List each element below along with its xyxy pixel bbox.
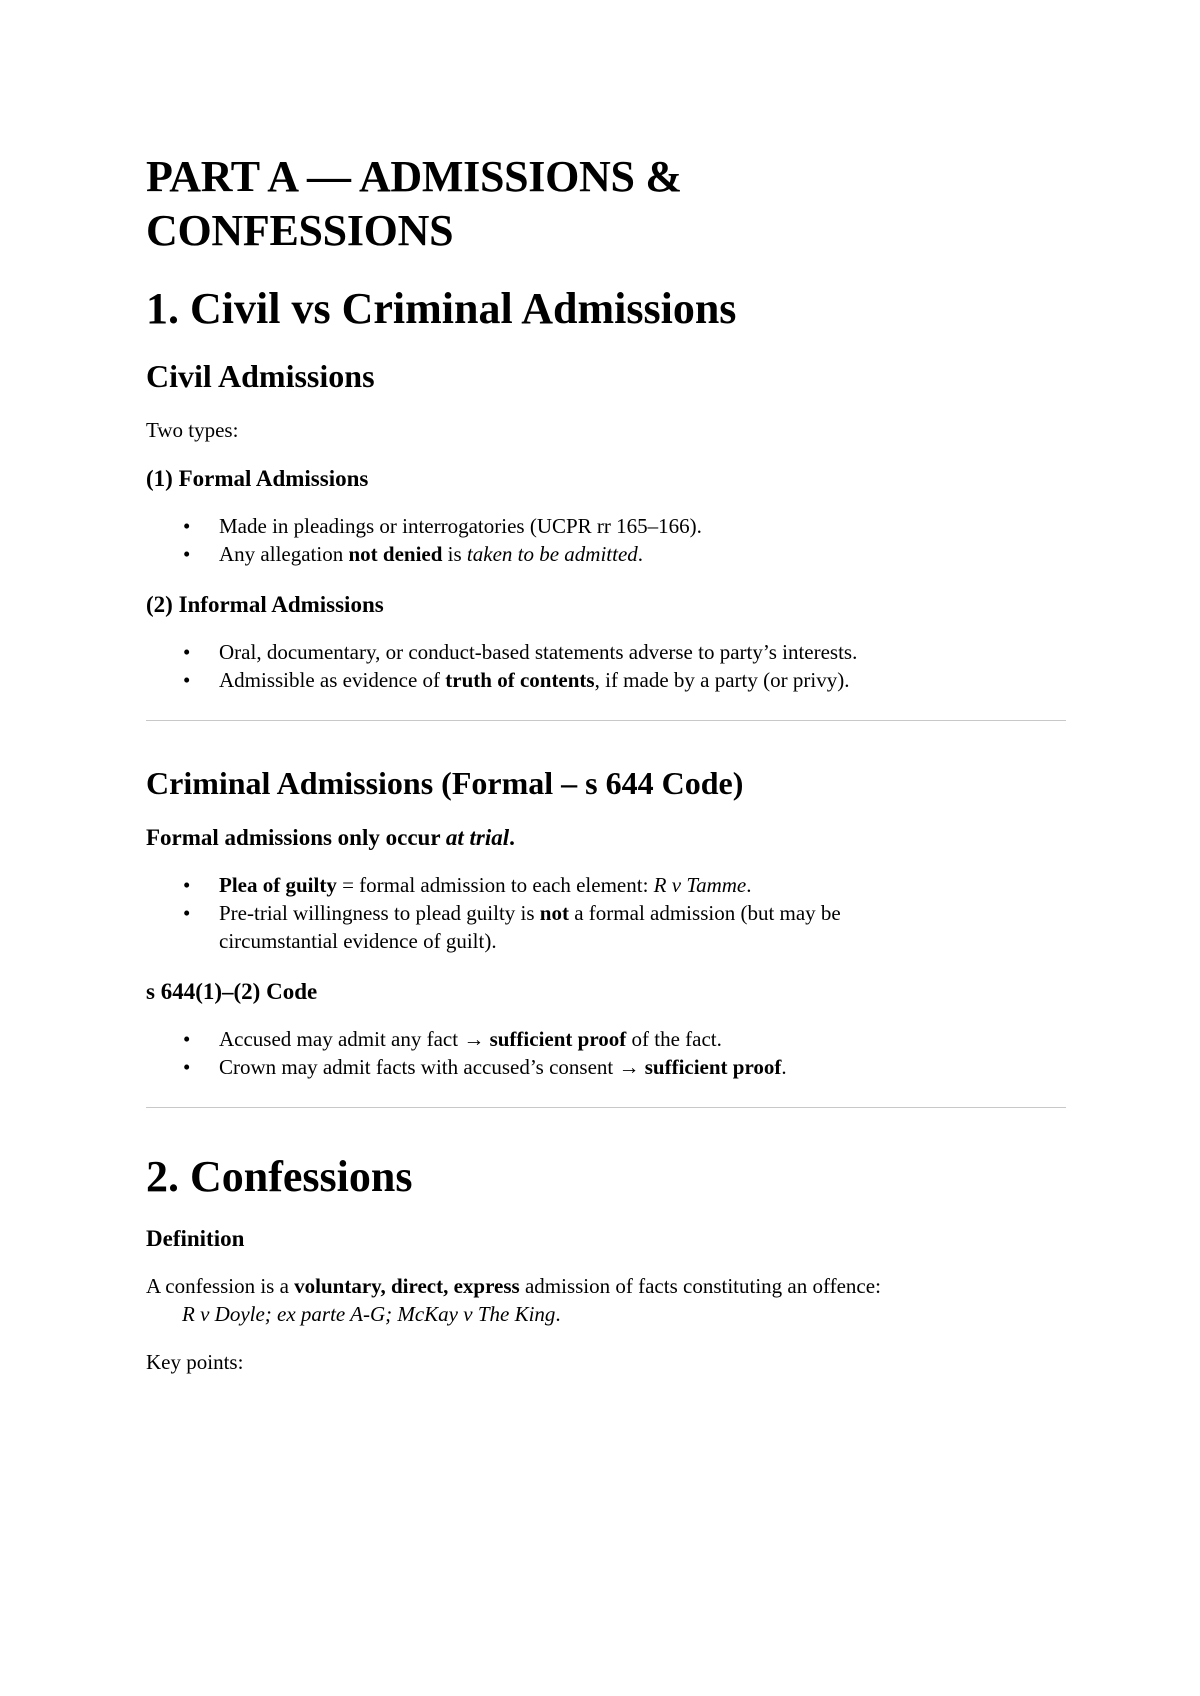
list-item-text: a formal admission (but may be (568, 901, 841, 925)
formal-admissions-heading: (1) Formal Admissions (146, 466, 369, 491)
case-name: R v Tamme (653, 873, 747, 897)
case-name: R v Doyle; ex parte A-G; McKay v The King (182, 1302, 556, 1326)
bullet-icon: • (183, 514, 191, 538)
list-item-text: of the fact. (626, 1027, 722, 1051)
bullet-icon: • (183, 1027, 191, 1051)
list-item-text: , if made by a party (or privy). (594, 668, 850, 692)
formal-admissions-list (146, 512, 1066, 568)
bullet-icon: • (183, 901, 191, 925)
list-item-text: Any allegation (219, 542, 349, 566)
bullet-icon: • (183, 873, 191, 897)
list-item (146, 871, 1066, 899)
civil-intro: Two types: (146, 418, 239, 442)
list-item-text: Made in pleadings or interrogatories (UCPR rr 165–166). (219, 514, 702, 538)
section-divider (146, 1107, 1066, 1108)
emphasis-bold: Plea of guilty (219, 873, 337, 897)
list-item-text: is (442, 542, 467, 566)
case-citation-line (146, 1300, 1066, 1328)
emphasis-bold: sufficient proof (644, 1055, 782, 1079)
bullet-icon: • (183, 640, 191, 664)
code-list (146, 1025, 1066, 1081)
list-item-text: . (637, 542, 644, 566)
section-divider (146, 720, 1066, 721)
emphasis-bold: voluntary, direct, express (294, 1274, 520, 1298)
emphasis-italic: at trial (445, 825, 510, 850)
list-item-text: Pre-trial willingness to plead guilty is (219, 901, 540, 925)
paragraph-text: . (555, 1302, 561, 1326)
key-points-label: Key points: (146, 1350, 244, 1374)
list-item-text: . (781, 1055, 787, 1079)
criminal-list (146, 871, 1066, 955)
emphasis-bold: sufficient proof (489, 1027, 627, 1051)
paragraph-text: A confession is a (146, 1274, 295, 1298)
document-content (146, 150, 1066, 1396)
list-item-text: = formal admission to each element: (336, 873, 654, 897)
emphasis-bold: truth of contents (445, 668, 595, 692)
part-title-line1: PART A — ADMISSIONS & (146, 152, 682, 201)
list-item (146, 540, 1066, 568)
list-item (146, 899, 1066, 955)
emphasis-bold: not (539, 901, 569, 925)
list-item (146, 1025, 1066, 1053)
bullet-icon: • (183, 1055, 191, 1079)
emphasis-italic: taken to be admitted (466, 542, 638, 566)
lead-text: Formal admissions only occur (146, 825, 446, 850)
list-item (146, 512, 1066, 540)
bullet-icon: • (183, 542, 191, 566)
criminal-lead (146, 823, 1066, 853)
code-heading: s 644(1)–(2) Code (146, 979, 318, 1004)
list-item (146, 638, 1066, 666)
lead-text: . (509, 825, 515, 850)
definition-paragraph (146, 1272, 1066, 1328)
paragraph-text: admission of facts constituting an offence: (519, 1274, 881, 1298)
bullet-icon: • (183, 668, 191, 692)
section2-heading: 2. Confessions (146, 1152, 413, 1201)
definition-heading: Definition (146, 1226, 245, 1251)
list-item (146, 1053, 1066, 1081)
list-item-text: Oral, documentary, or conduct-based statements adverse to party’s interests. (219, 640, 858, 664)
section1-heading: 1. Civil vs Criminal Admissions (146, 284, 737, 333)
list-item-text: Admissible as evidence of (219, 668, 446, 692)
list-item-text: Crown may admit facts with accused’s consent → (219, 1055, 645, 1079)
list-item-text: . (746, 873, 752, 897)
list-item-text: Accused may admit any fact → (219, 1027, 490, 1051)
civil-admissions-heading: Civil Admissions (146, 358, 375, 394)
informal-admissions-heading: (2) Informal Admissions (146, 592, 384, 617)
part-title-line2: CONFESSIONS (146, 206, 454, 255)
criminal-admissions-heading: Criminal Admissions (Formal – s 644 Code) (146, 765, 744, 801)
part-title (146, 150, 1066, 258)
list-item (146, 666, 1066, 694)
emphasis-bold: not denied (348, 542, 443, 566)
list-item-text: circumstantial evidence of guilt). (219, 929, 497, 953)
informal-admissions-list (146, 638, 1066, 694)
